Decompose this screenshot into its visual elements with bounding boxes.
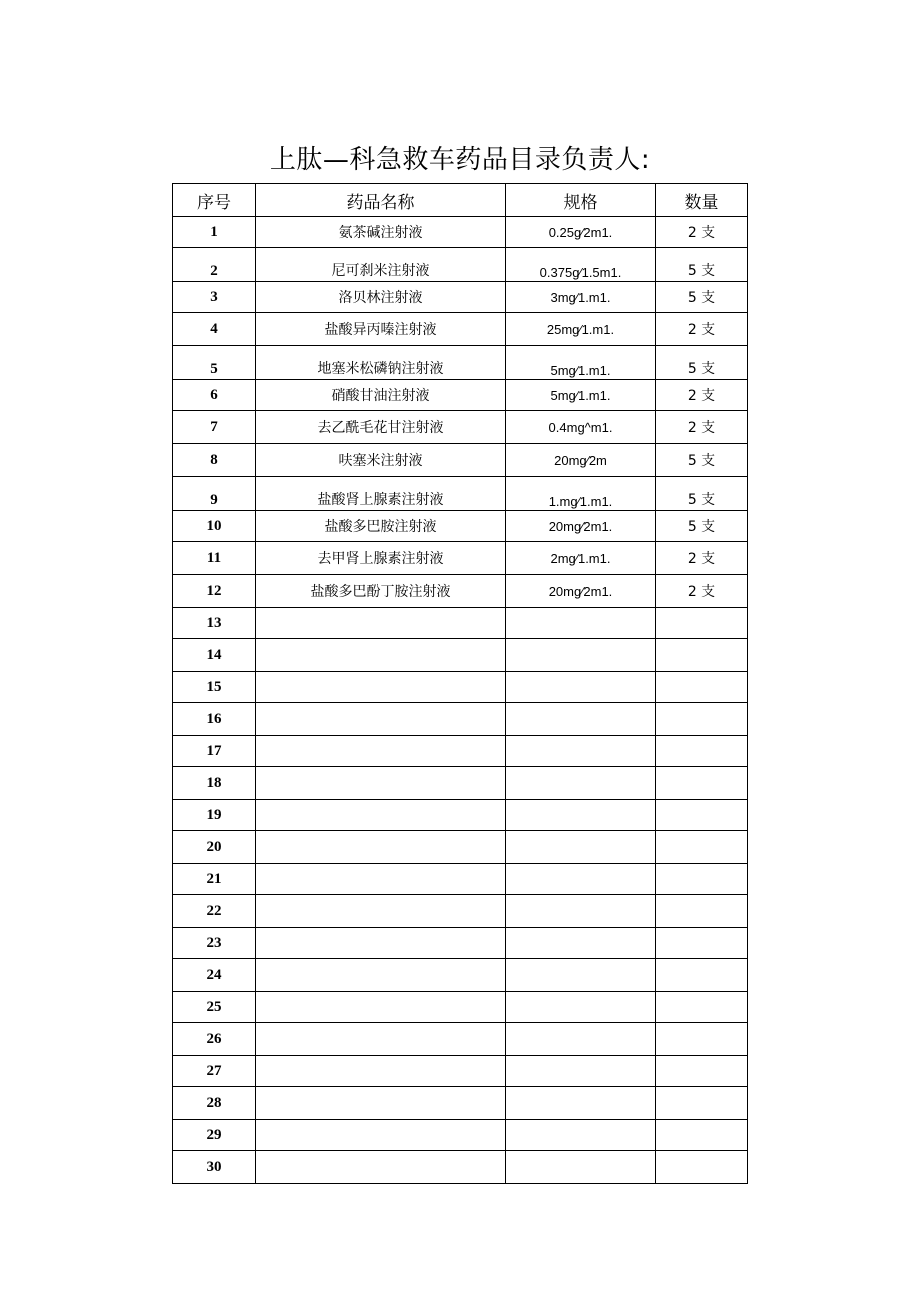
specification-cell <box>506 672 656 703</box>
drug-name-cell: 洛贝林注射液 <box>256 282 506 313</box>
quantity-cell <box>656 608 748 639</box>
row-index: 16 <box>173 703 256 736</box>
drug-name-cell <box>256 864 506 895</box>
quantity-cell <box>656 736 748 767</box>
table-row <box>173 575 748 608</box>
row-index: 8 <box>173 444 256 477</box>
specification-cell <box>506 1023 656 1056</box>
specification-cell: 2mg∕1.m1. <box>506 542 656 575</box>
quantity-cell: 2 支 <box>656 380 748 411</box>
row-index: 26 <box>173 1023 256 1056</box>
quantity-cell: 5 支 <box>656 282 748 313</box>
table-row <box>173 282 748 313</box>
row-index: 1 <box>173 217 256 248</box>
drug-name-cell: 盐酸多巴酚丁胺注射液 <box>256 575 506 608</box>
table-row <box>173 411 748 444</box>
header-quantity: 数量 <box>656 184 748 217</box>
table-row <box>173 380 748 411</box>
row-index: 15 <box>173 672 256 703</box>
drug-name-cell <box>256 1056 506 1087</box>
drug-name-cell <box>256 959 506 992</box>
table-row <box>173 639 748 672</box>
header-drug-name: 药品名称 <box>256 184 506 217</box>
row-index: 23 <box>173 928 256 959</box>
table-row <box>173 346 748 380</box>
quantity-cell <box>656 959 748 992</box>
table-row <box>173 542 748 575</box>
specification-cell: 5mg∕1.m1. <box>506 380 656 411</box>
drug-name-cell <box>256 800 506 831</box>
table-row <box>173 1151 748 1184</box>
table-row <box>173 831 748 864</box>
specification-cell <box>506 959 656 992</box>
drug-name-cell <box>256 992 506 1023</box>
page-title: 上肽—科急救车药品目录负责人: <box>269 145 651 175</box>
quantity-cell: 2 支 <box>656 313 748 346</box>
quantity-cell: 5 支 <box>656 444 748 477</box>
specification-cell: 20mg∕2m <box>506 444 656 477</box>
row-index: 7 <box>173 411 256 444</box>
row-index: 29 <box>173 1120 256 1151</box>
quantity-cell: 5 支 <box>656 477 748 511</box>
drug-name-cell: 地塞米松磷钠注射液 <box>256 346 506 380</box>
row-index: 5 <box>173 346 256 380</box>
drug-name-cell <box>256 672 506 703</box>
specification-cell: 20mg∕2m1. <box>506 575 656 608</box>
specification-cell: 5mg∕1.m1. <box>506 346 656 380</box>
row-index: 28 <box>173 1087 256 1120</box>
row-index: 18 <box>173 767 256 800</box>
table-row <box>173 864 748 895</box>
drug-name-cell <box>256 703 506 736</box>
drug-name-cell <box>256 1023 506 1056</box>
table-row <box>173 248 748 282</box>
quantity-cell <box>656 1087 748 1120</box>
table-row <box>173 477 748 511</box>
quantity-cell <box>656 1120 748 1151</box>
table-row <box>173 511 748 542</box>
specification-cell <box>506 895 656 928</box>
drug-name-cell <box>256 767 506 800</box>
row-index: 27 <box>173 1056 256 1087</box>
row-index: 24 <box>173 959 256 992</box>
quantity-cell: 2 支 <box>656 217 748 248</box>
specification-cell <box>506 1087 656 1120</box>
specification-cell <box>506 736 656 767</box>
quantity-cell <box>656 928 748 959</box>
drug-name-cell <box>256 895 506 928</box>
row-index: 25 <box>173 992 256 1023</box>
quantity-cell: 5 支 <box>656 346 748 380</box>
row-index: 17 <box>173 736 256 767</box>
table-row <box>173 767 748 800</box>
drug-name-cell: 去乙酰毛花甘注射液 <box>256 411 506 444</box>
specification-cell <box>506 767 656 800</box>
drug-list-table <box>172 183 748 1184</box>
header-index: 序号 <box>173 184 256 217</box>
quantity-cell: 2 支 <box>656 411 748 444</box>
specification-cell <box>506 1056 656 1087</box>
table-row <box>173 313 748 346</box>
quantity-cell <box>656 895 748 928</box>
specification-cell: 0.25g∕2m1. <box>506 217 656 248</box>
row-index: 9 <box>173 477 256 511</box>
specification-cell <box>506 800 656 831</box>
drug-name-cell: 盐酸肾上腺素注射液 <box>256 477 506 511</box>
drug-name-cell: 盐酸异丙嗪注射液 <box>256 313 506 346</box>
specification-cell <box>506 864 656 895</box>
quantity-cell: 2 支 <box>656 542 748 575</box>
drug-name-cell <box>256 831 506 864</box>
row-index: 20 <box>173 831 256 864</box>
table-row <box>173 1120 748 1151</box>
drug-name-cell <box>256 1087 506 1120</box>
header-specification: 规格 <box>506 184 656 217</box>
table-row <box>173 217 748 248</box>
specification-cell <box>506 703 656 736</box>
specification-cell <box>506 1151 656 1184</box>
specification-cell <box>506 1120 656 1151</box>
table-row <box>173 1056 748 1087</box>
table-row <box>173 736 748 767</box>
quantity-cell <box>656 1151 748 1184</box>
row-index: 4 <box>173 313 256 346</box>
row-index: 21 <box>173 864 256 895</box>
row-index: 10 <box>173 511 256 542</box>
drug-name-cell <box>256 928 506 959</box>
drug-name-cell: 尼可刹米注射液 <box>256 248 506 282</box>
specification-cell <box>506 992 656 1023</box>
quantity-cell <box>656 864 748 895</box>
drug-name-cell <box>256 736 506 767</box>
drug-name-cell <box>256 1151 506 1184</box>
row-index: 19 <box>173 800 256 831</box>
specification-cell: 0.375g∕1.5m1. <box>506 248 656 282</box>
specification-cell <box>506 928 656 959</box>
table-row <box>173 928 748 959</box>
row-index: 11 <box>173 542 256 575</box>
table-row <box>173 959 748 992</box>
row-index: 12 <box>173 575 256 608</box>
quantity-cell <box>656 992 748 1023</box>
table-row <box>173 800 748 831</box>
table-row <box>173 992 748 1023</box>
quantity-cell <box>656 1023 748 1056</box>
drug-name-cell <box>256 608 506 639</box>
quantity-cell <box>656 767 748 800</box>
row-index: 22 <box>173 895 256 928</box>
quantity-cell: 5 支 <box>656 248 748 282</box>
quantity-cell <box>656 639 748 672</box>
drug-name-cell <box>256 639 506 672</box>
specification-cell: 3mg∕1.m1. <box>506 282 656 313</box>
quantity-cell <box>656 831 748 864</box>
quantity-cell <box>656 800 748 831</box>
row-index: 3 <box>173 282 256 313</box>
row-index: 6 <box>173 380 256 411</box>
quantity-cell <box>656 672 748 703</box>
row-index: 30 <box>173 1151 256 1184</box>
table-row <box>173 672 748 703</box>
table-header-row <box>173 184 748 217</box>
table-row <box>173 703 748 736</box>
drug-name-cell: 氨茶碱注射液 <box>256 217 506 248</box>
quantity-cell <box>656 1056 748 1087</box>
row-index: 2 <box>173 248 256 282</box>
quantity-cell <box>656 703 748 736</box>
specification-cell <box>506 639 656 672</box>
table-row <box>173 608 748 639</box>
specification-cell: 1.mg∕1.m1. <box>506 477 656 511</box>
drug-name-cell: 硝酸甘油注射液 <box>256 380 506 411</box>
drug-name-cell: 呋塞米注射液 <box>256 444 506 477</box>
specification-cell <box>506 608 656 639</box>
quantity-cell: 5 支 <box>656 511 748 542</box>
table-row <box>173 444 748 477</box>
drug-name-cell <box>256 1120 506 1151</box>
row-index: 13 <box>173 608 256 639</box>
table-row <box>173 1023 748 1056</box>
specification-cell: 25mg∕1.m1. <box>506 313 656 346</box>
quantity-cell: 2 支 <box>656 575 748 608</box>
row-index: 14 <box>173 639 256 672</box>
table-row <box>173 895 748 928</box>
drug-name-cell: 去甲肾上腺素注射液 <box>256 542 506 575</box>
table-row <box>173 1087 748 1120</box>
specification-cell: 20mg∕2m1. <box>506 511 656 542</box>
drug-name-cell: 盐酸多巴胺注射液 <box>256 511 506 542</box>
specification-cell <box>506 831 656 864</box>
specification-cell: 0.4mg^m1. <box>506 411 656 444</box>
